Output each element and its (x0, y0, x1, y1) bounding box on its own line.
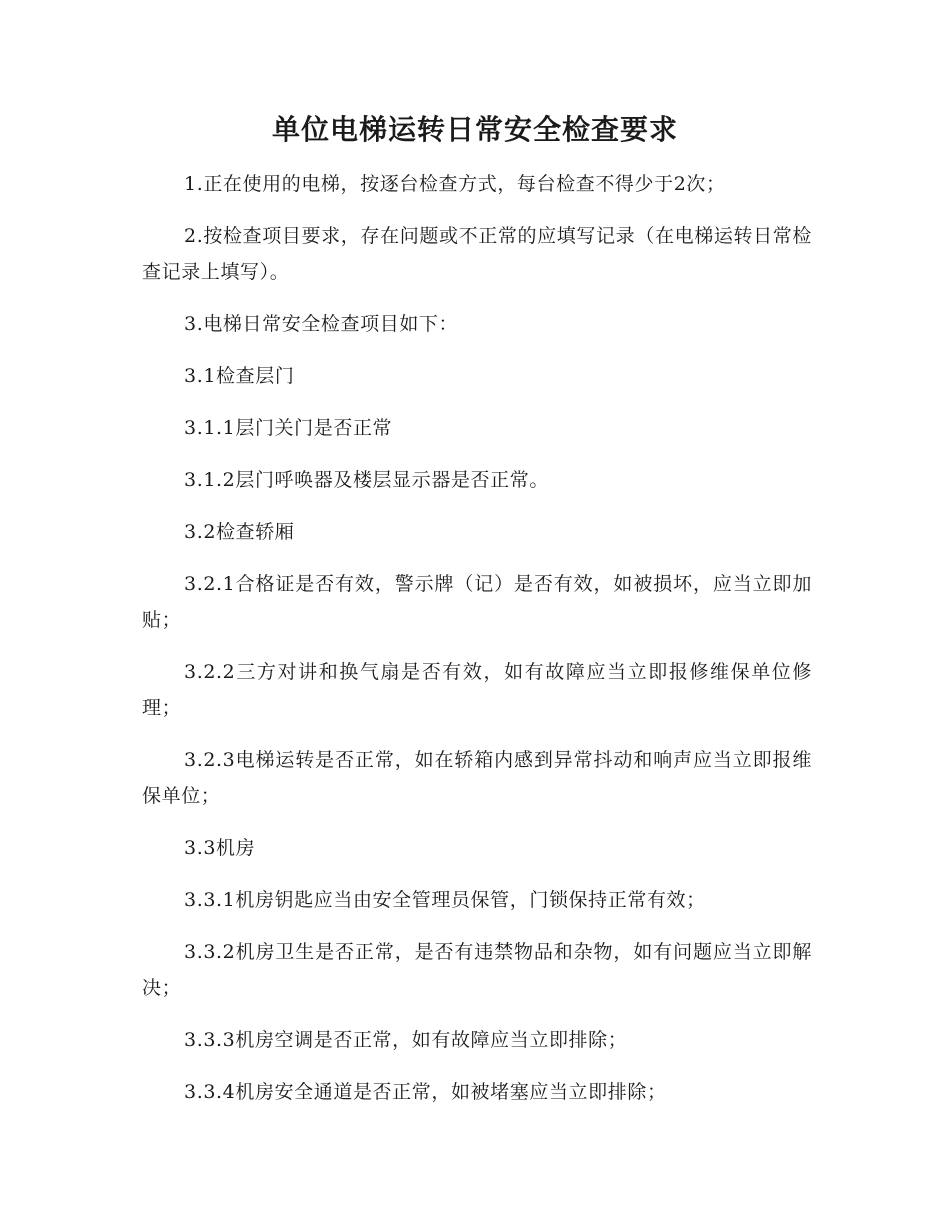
paragraph-3-3-4: 3.3.4机房安全通道是否正常，如被堵塞应当立即排除； (184, 1081, 667, 1103)
paragraph-3-3-3: 3.3.3机房空调是否正常，如有故障应当立即排除； (184, 1029, 628, 1051)
paragraph-3-2-1: 3.2.1合格证是否有效，警示牌（记）是否有效，如被损坏，应当立即加贴； (142, 573, 812, 631)
paragraph-1: 1.正在使用的电梯，按逐台检查方式，每台检查不得少于2次； (184, 173, 726, 195)
paragraph-3-3-2: 3.3.2机房卫生是否正常，是否有违禁物品和杂物，如有问题应当立即解决； (142, 941, 812, 999)
paragraph-3-3-1: 3.3.1机房钥匙应当由安全管理员保管，门锁保持正常有效； (184, 889, 706, 911)
section-3-2-heading: 3.2检查轿厢 (184, 521, 295, 543)
section-3-1-heading: 3.1检查层门 (184, 365, 295, 387)
paragraph-2: 2.按检查项目要求，存在问题或不正常的应填写记录（在电梯运转日常检查记录上填写）。 (142, 225, 812, 283)
section-3-3-heading: 3.3机房 (184, 837, 256, 859)
document-title: 单位电梯运转日常安全检查要求 (271, 113, 678, 146)
paragraph-3-2-2: 3.2.2三方对讲和换气扇是否有效，如有故障应当立即报修维保单位修理； (142, 661, 812, 719)
paragraph-3-2-3: 3.2.3电梯运转是否正常，如在轿箱内感到异常抖动和响声应当立即报维保单位； (142, 749, 812, 807)
paragraph-3-1-1: 3.1.1层门关门是否正常 (184, 417, 393, 439)
paragraph-3: 3.电梯日常安全检查项目如下： (184, 313, 459, 335)
document-body (142, 166, 812, 1126)
paragraph-3-1-2: 3.1.2层门呼唤器及楼层显示器是否正常。 (184, 469, 549, 491)
